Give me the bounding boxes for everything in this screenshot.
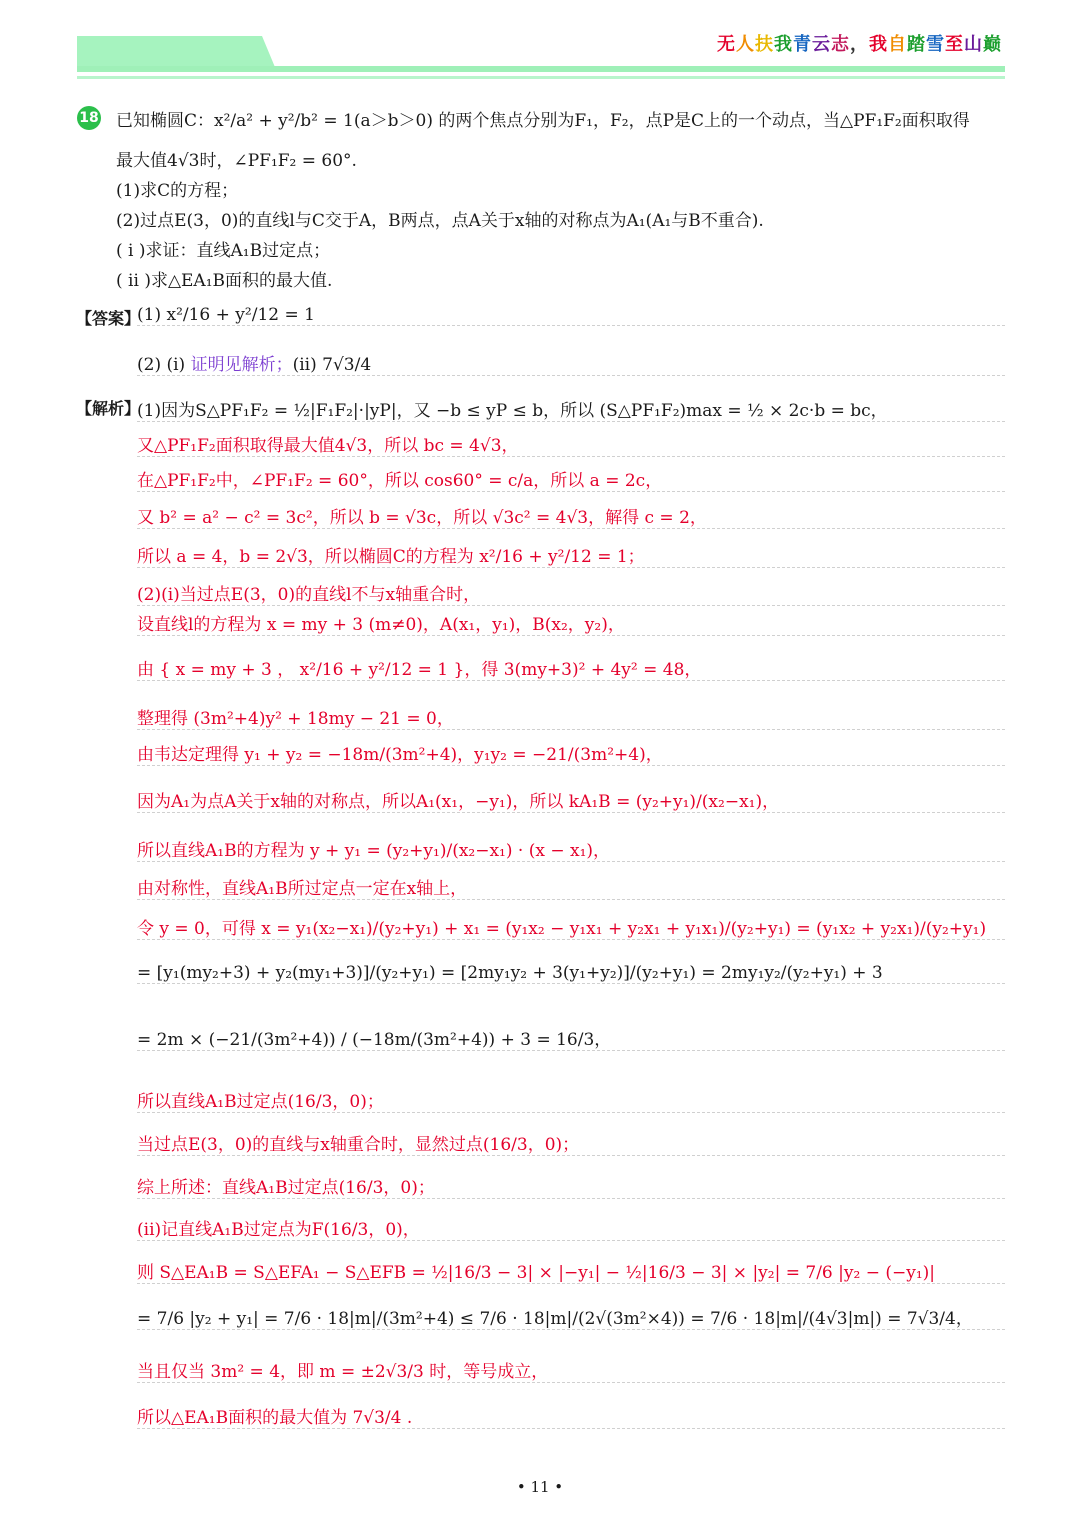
analysis-line: 所以△EA₁B面积的最大值为 7√3/4 . [137,1403,1005,1429]
answer-part2 [137,350,1005,376]
slogan-char: 雪 [926,34,945,55]
analysis-line: 由对称性，直线A₁B所过定点一定在x轴上， [137,874,1005,900]
analysis-line: 又△PF₁F₂面积取得最大值4√3，所以 bc = 4√3， [137,431,1005,457]
analysis-tag: 【解析】 [76,399,141,418]
slogan-char: 志 [831,34,850,55]
slogan-char: 巅 [983,34,1002,55]
slogan-char: ， [850,34,869,55]
analysis-line: 在△PF₁F₂中，∠PF₁F₂ = 60°，所以 cos60° = c/a，所以 a = 2c， [137,466,1005,492]
question-line: 已知椭圆C：x²/a² + y²/b² = 1(a＞b＞0) 的两个焦点分别为F₁，F₂，点P是C上的一个动点，当△PF₁F₂面积取得 [116,111,970,131]
slogan-char: 人 [736,34,755,55]
slogan-char: 扶 [755,34,774,55]
header-slogan [717,30,1002,56]
answer-proof-note: 证明见解析； [190,355,293,375]
question-line: (1)求C的方程； [116,181,239,201]
analysis-line: 设直线l的方程为 x = my + 3 (m≠0)，A(x₁，y₁)，B(x₂，y₂)， [137,610,1005,636]
slogan-char: 至 [945,34,964,55]
question-number-badge: 18 [77,106,101,130]
slogan-char: 我 [774,34,793,55]
question-line: (2)过点E(3，0)的直线l与C交于A，B两点，点A关于x轴的对称点为A₁(A₁与B不重合). [116,211,764,231]
slogan-char: 踏 [907,34,926,55]
answer-part2-rest: (ii) 7√3/4 [292,355,372,375]
analysis-line: 所以 a = 4，b = 2√3，所以椭圆C的方程为 x²/16 + y²/12 = 1； [137,542,1005,568]
analysis-line: 整理得 (3m²+4)y² + 18my − 21 = 0， [137,704,1005,730]
page-number: • 11 • [516,1478,564,1496]
analysis-line: 因为A₁为点A关于x轴的对称点，所以A₁(x₁，−y₁)，所以 kA₁B = (y₂+y₁)/(x₂−x₁)， [137,787,1005,813]
analysis-line: 由 { x = my + 3 ， x²/16 + y²/12 = 1 }，得 3(my+3)² + 4y² = 48， [137,655,1005,681]
answer-part2-prefix: (2) (i) [137,355,191,375]
slogan-char: 无 [717,34,736,55]
analysis-line: (1)因为S△PF₁F₂ = ½|F₁F₂|·|yP|，又 −b ≤ yP ≤ b，所以 (S△PF₁F₂)max = ½ × 2c·b = bc， [137,396,1005,422]
analysis-line: 令 y = 0，可得 x = y₁(x₂−x₁)/(y₂+y₁) + x₁ = (y₁x₂ − y₁x₁ + y₂x₁ + y₁x₁)/(y₂+y₁) = (y₁x₂ + y₂x₁)/(y₂+y₁) [137,914,1005,940]
slogan-char: 自 [888,34,907,55]
header-rule [77,66,1005,72]
analysis-line: 则 S△EA₁B = S△EFA₁ − S△EFB = ½|16/3 − 3| × |−y₁| − ½|16/3 − 3| × |y₂| = 7/6 |y₂ − (−y₁)| [137,1258,1005,1284]
slogan-char: 山 [964,34,983,55]
analysis-line: = 2m × (−21/(3m²+4)) / (−18m/(3m²+4)) + 3 = 16/3， [137,1025,1005,1051]
header-rule-thin [77,76,1005,79]
analysis-line: 所以直线A₁B过定点(16/3，0)； [137,1087,1005,1113]
analysis-line: = 7/6 |y₂ + y₁| = 7/6 · 18|m|/(3m²+4) ≤ 7/6 · 18|m|/(2√(3m²×4)) = 7/6 · 18|m|/(4√3|m|) = 7√3/4， [137,1304,1005,1330]
analysis-line: 所以直线A₁B的方程为 y + y₁ = (y₂+y₁)/(x₂−x₁) · (x − x₁)， [137,836,1005,862]
question-line: ( ii )求△EA₁B面积的最大值. [116,271,333,291]
question-line: ( i )求证：直线A₁B过定点； [116,241,331,261]
slogan-char: 我 [869,34,888,55]
answer-tag: 【答案】 [76,309,141,328]
analysis-line: (2)(i)当过点E(3，0)的直线l不与x轴重合时， [137,580,1005,606]
answer-part1: (1) x²/16 + y²/12 = 1 [137,305,1005,326]
question-line: 最大值4√3时，∠PF₁F₂ = 60°. [116,151,357,171]
slogan-char: 云 [812,34,831,55]
analysis-line: 综上所述：直线A₁B过定点(16/3，0)； [137,1173,1005,1199]
analysis-line: 由韦达定理得 y₁ + y₂ = −18m/(3m²+4)，y₁y₂ = −21/(3m²+4)， [137,740,1005,766]
analysis-line: 又 b² = a² − c² = 3c²，所以 b = √3c，所以 √3c² = 4√3，解得 c = 2， [137,503,1005,529]
slogan-char: 青 [793,34,812,55]
analysis-line: = [y₁(my₂+3) + y₂(my₁+3)]/(y₂+y₁) = [2my₁y₂ + 3(y₁+y₂)]/(y₂+y₁) = 2my₁y₂/(y₂+y₁) + 3 [137,963,1005,984]
analysis-line: (ii)记直线A₁B过定点为F(16/3，0)， [137,1215,1005,1241]
analysis-line: 当且仅当 3m² = 4，即 m = ±2√3/3 时，等号成立， [137,1357,1005,1383]
analysis-line: 当过点E(3，0)的直线与x轴重合时，显然过点(16/3，0)； [137,1130,1005,1156]
